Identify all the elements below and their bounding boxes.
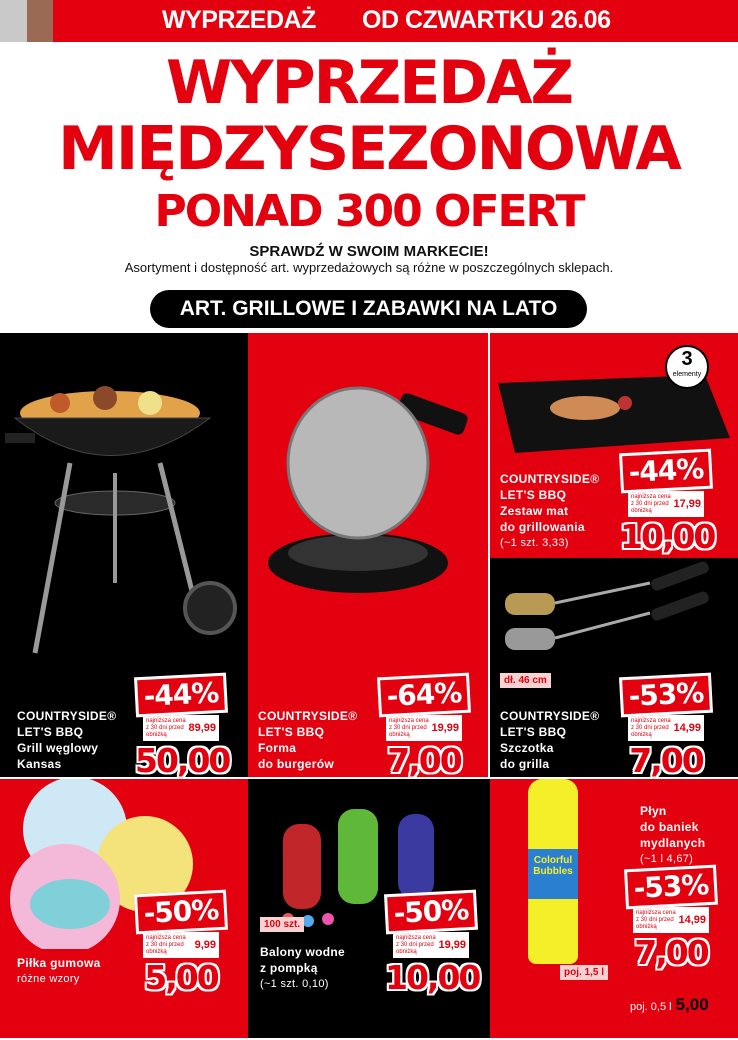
product-name: Płyn bbox=[640, 804, 667, 818]
header-brown-block bbox=[27, 0, 53, 42]
product-line: LET'S BBQ bbox=[500, 725, 567, 739]
header-sale: WYPRZEDAŻ bbox=[162, 6, 316, 34]
assortment-note: Asortyment i dostępność art. wyprzedażowych są różne w poszczególnych sklepach. bbox=[124, 260, 614, 275]
prior-price-label: najniższa cena z 30 dni przed obniżką bbox=[146, 717, 186, 738]
discount-badge: -44% bbox=[619, 449, 713, 494]
hero-title-2: MIĘDZYSEZONOWA bbox=[58, 114, 680, 184]
brand: COUNTRYSIDE® bbox=[500, 472, 600, 486]
price-tag bbox=[135, 675, 230, 777]
unit-price: (~1 l 4,67) bbox=[640, 853, 694, 865]
prior-price: 17,99 bbox=[673, 498, 701, 510]
header-bar bbox=[0, 0, 738, 42]
prior-price-label: najniższa cena z 30 dni przed obniżką bbox=[389, 717, 429, 738]
prior-price: 14,99 bbox=[673, 722, 701, 734]
price-tag bbox=[378, 675, 470, 777]
alt-size-offer bbox=[630, 995, 709, 1015]
burger-press-image bbox=[248, 363, 488, 623]
product-bubble-liquid[interactable] bbox=[490, 779, 738, 1038]
product-grill-mat[interactable] bbox=[490, 333, 738, 558]
product-name-3: mydlanych bbox=[640, 836, 706, 850]
price-tag bbox=[620, 675, 712, 777]
product-name: Grill węglowy bbox=[17, 741, 99, 755]
brand: COUNTRYSIDE® bbox=[17, 709, 117, 723]
product-name-2: z pompką bbox=[260, 961, 318, 975]
price-tag bbox=[625, 867, 717, 972]
bottle-label: Colorful Bubbles bbox=[528, 849, 578, 899]
prior-price: 19,99 bbox=[438, 939, 466, 951]
product-line: LET'S BBQ bbox=[17, 725, 84, 739]
unit-price: (~1 szt. 0,10) bbox=[260, 978, 329, 990]
discount-badge: -53% bbox=[624, 865, 718, 910]
price: 7,00 bbox=[629, 741, 703, 777]
prior-price: 14,99 bbox=[678, 914, 706, 926]
product-rubber-ball[interactable] bbox=[0, 779, 248, 1038]
length-label: dł. 46 cm bbox=[500, 673, 551, 688]
elements-count: 3 bbox=[681, 348, 693, 370]
count-label: 100 szt. bbox=[260, 917, 304, 932]
prior-price-label: najniższa cena z 30 dni przed obniżką bbox=[636, 909, 676, 930]
discount-badge: -44% bbox=[134, 673, 228, 718]
price-tag bbox=[620, 451, 715, 556]
alt-volume: poj. 0,5 l bbox=[630, 1001, 672, 1013]
product-name-2: do baniek bbox=[640, 820, 699, 834]
product-variant: różne wzory bbox=[17, 973, 80, 985]
header-grey-block bbox=[0, 0, 27, 42]
product-name: Forma bbox=[258, 741, 297, 755]
hero-subtitle: PONAD 300 OFERT bbox=[154, 186, 584, 237]
bottle-image bbox=[528, 779, 578, 964]
product-grill-brush[interactable] bbox=[490, 558, 738, 777]
discount-badge: -53% bbox=[619, 673, 713, 718]
product-name-2: do grilla bbox=[500, 757, 550, 771]
prior-price: 19,99 bbox=[431, 722, 459, 734]
elements-label: elementy bbox=[672, 371, 702, 378]
category-pill: ART. GRILLOWE I ZABAWKI NA LATO bbox=[150, 290, 587, 328]
prior-price: 9,99 bbox=[194, 939, 216, 951]
price: 50,00 bbox=[135, 741, 230, 777]
discount-badge: -50% bbox=[134, 890, 228, 935]
check-store: SPRAWDŹ W SWOIM MARKECIE! bbox=[249, 243, 489, 260]
product-grill[interactable] bbox=[0, 333, 248, 777]
product-name-2: do grillowania bbox=[500, 520, 585, 534]
price-tag bbox=[385, 892, 480, 997]
elements-badge bbox=[665, 345, 709, 389]
product-name: Piłka gumowa bbox=[17, 956, 101, 970]
price: 10,00 bbox=[620, 517, 715, 556]
volume-label: poj. 1,5 l bbox=[560, 965, 608, 980]
discount-badge: -64% bbox=[377, 673, 471, 718]
hero-title-1: WYPRZEDAŻ bbox=[165, 48, 573, 118]
prior-price-label: najniższa cena z 30 dni przed obniżką bbox=[396, 934, 436, 955]
product-line: LET'S BBQ bbox=[500, 488, 567, 502]
discount-badge: -50% bbox=[384, 890, 478, 935]
brand: COUNTRYSIDE® bbox=[258, 709, 358, 723]
product-name: Szczotka bbox=[500, 741, 554, 755]
price: 10,00 bbox=[385, 958, 480, 997]
product-name-2: do burgerów bbox=[258, 757, 334, 771]
product-burger-press[interactable] bbox=[248, 333, 488, 777]
prior-price: 89,99 bbox=[188, 722, 216, 734]
prior-price-label: najniższa cena z 30 dni przed obniżką bbox=[631, 493, 671, 514]
prior-price-label: najniższa cena z 30 dni przed obniżką bbox=[146, 934, 186, 955]
prior-price-label: najniższa cena z 30 dni przed obniżką bbox=[631, 717, 671, 738]
price: 7,00 bbox=[634, 933, 708, 972]
grill-image bbox=[0, 353, 248, 673]
product-water-balloons[interactable] bbox=[248, 779, 490, 1038]
brand: COUNTRYSIDE® bbox=[500, 709, 600, 723]
price: 7,00 bbox=[387, 741, 461, 777]
grill-brush-image bbox=[490, 558, 738, 668]
product-name-2: Kansas bbox=[17, 757, 62, 771]
product-name: Balony wodne bbox=[260, 945, 345, 959]
product-name: Zestaw mat bbox=[500, 504, 569, 518]
price: 5,00 bbox=[144, 958, 218, 997]
alt-price: 5,00 bbox=[675, 995, 709, 1014]
unit-price: (~1 szt. 3,33) bbox=[500, 537, 569, 549]
header-date: OD CZWARTKU 26.06 bbox=[362, 6, 611, 34]
product-line: LET'S BBQ bbox=[258, 725, 325, 739]
price-tag bbox=[135, 892, 227, 997]
